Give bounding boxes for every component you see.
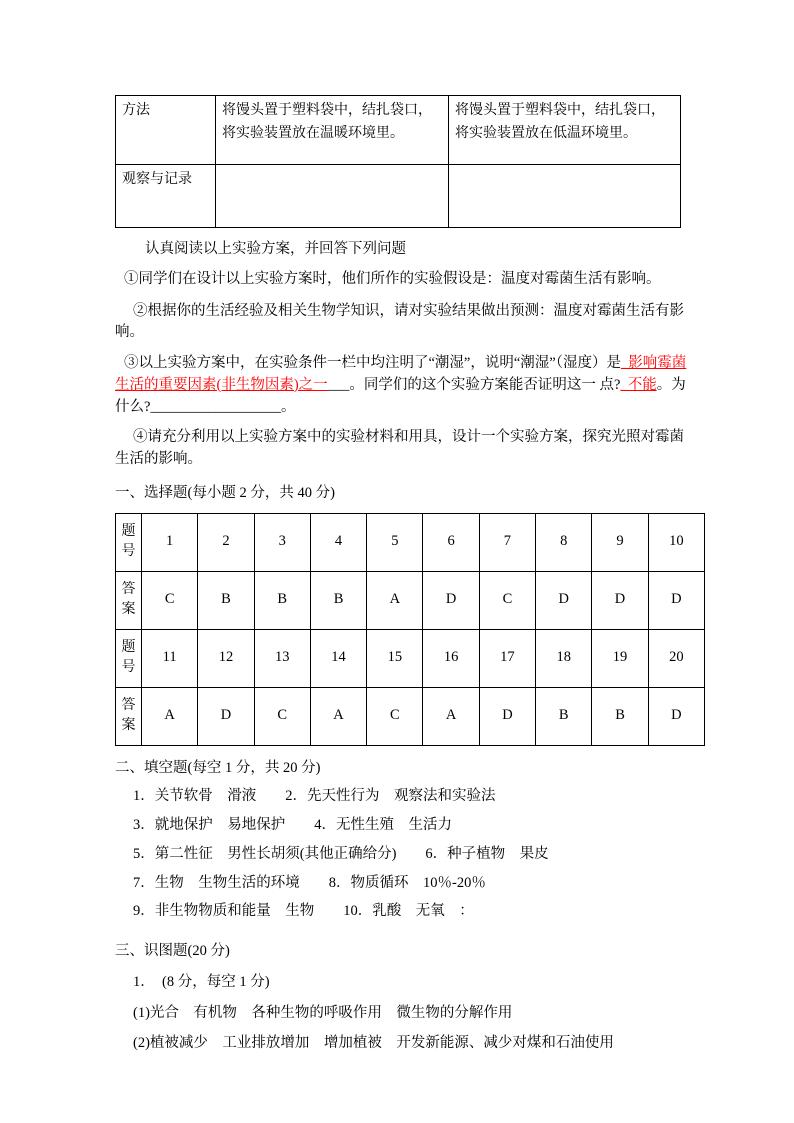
row-header-label: 答案 — [121, 581, 136, 617]
table-row-observation — [116, 165, 681, 228]
cell: 18 — [536, 629, 592, 687]
cell: D — [198, 687, 254, 745]
cell: 13 — [254, 629, 310, 687]
row-header — [116, 571, 142, 629]
cell: D — [423, 571, 479, 629]
cell: 1 — [142, 513, 198, 571]
cell: 12 — [198, 629, 254, 687]
diagram-answer-line: (2)植被减少 工业排放增加 增加植被 开发新能源、减少对煤和石油使用 — [133, 1035, 614, 1052]
row-header — [116, 513, 142, 571]
cell: C — [367, 687, 423, 745]
question-2: ②根据你的生活经验及相关生物学知识，请对实验结果做出预测：温度对霉菌生活有影响。 — [115, 302, 684, 341]
section-3-subtitle: 1． (8 分，每空 1 分) — [133, 973, 270, 990]
question-3-text-2: 。同学们的这个实验方案能否证明这一 点? — [349, 376, 621, 393]
fill-in-line: 1．关节软骨 滑液 2．先天性行为 观察法和实验法 — [133, 788, 496, 805]
question-4: ④请充分利用以上实验方案中的实验材料和用具，设计一个实验方案，探究光照对霉菌生活的影响。 — [115, 429, 684, 467]
row-header — [116, 687, 142, 745]
cell: B — [254, 571, 310, 629]
question-3-blank-2: __________________ — [150, 398, 281, 415]
cell: B — [310, 571, 366, 629]
question-3-answer-red: _影响霉菌生活的重要因素(非生物因素)之一 — [115, 355, 687, 393]
fill-in-line: 9．非生物物质和能量 生物 10．乳酸 无氧 ： — [133, 903, 474, 920]
cell: 4 — [310, 513, 366, 571]
cell: 9 — [592, 513, 648, 571]
cell: A — [423, 687, 479, 745]
cell: 19 — [592, 629, 648, 687]
cell: A — [367, 571, 423, 629]
intro-text: 认真阅读以上实验方案，并回答下列问题 — [145, 241, 406, 257]
row-header-label: 题号 — [121, 523, 136, 559]
diagram-answer-line: (1)光合 有机物 各种生物的呼吸作用 微生物的分解作用 — [133, 1004, 513, 1021]
cell: 15 — [367, 629, 423, 687]
cell: 10 — [648, 513, 704, 571]
cell: 8 — [536, 513, 592, 571]
cell: 2 — [198, 513, 254, 571]
row-header — [116, 629, 142, 687]
question-3-text-3: 。为什么? — [115, 376, 686, 415]
method-row-label: 方法 — [116, 96, 216, 165]
cell: B — [536, 687, 592, 745]
question-3 — [115, 353, 690, 418]
cell: D — [479, 687, 535, 745]
cell: 5 — [367, 513, 423, 571]
question-1: ①同学们在设计以上实验方案时，他们所作的实验假设是：温度对霉菌生活有影响。 — [124, 270, 661, 287]
cell: 16 — [423, 629, 479, 687]
cell: C — [479, 571, 535, 629]
cell: 20 — [648, 629, 704, 687]
cell: B — [198, 571, 254, 629]
method-warm-cell: 将馒头置于塑料袋中，结扎袋口，将实验装置放在温暖环境里。 — [216, 96, 449, 165]
observation-warm-cell — [216, 165, 449, 228]
cell: A — [310, 687, 366, 745]
fill-in-line: 5．第二性征 男性长胡须(其他正确给分) 6．种子植物 果皮 — [133, 845, 549, 862]
row-header-label: 题号 — [121, 639, 136, 675]
answer-table-row-answers-2 — [116, 687, 705, 745]
cell: 11 — [142, 629, 198, 687]
section-3-title: 三、识图题(20 分) — [115, 943, 230, 959]
cell: D — [648, 571, 704, 629]
answer-table-row-numbers-2 — [116, 629, 705, 687]
method-cold-cell: 将馒头置于塑料袋中，结扎袋口，将实验装置放在低温环境里。 — [449, 96, 681, 165]
cell: 7 — [479, 513, 535, 571]
section-2-title: 二、填空题(每空 1 分，共 20 分) — [115, 759, 321, 776]
cell: 6 — [423, 513, 479, 571]
cell: B — [592, 687, 648, 745]
cell: D — [648, 687, 704, 745]
question-3-text: ③以上实验方案中，在实验条件一栏中均注明了“潮湿”，说明“潮湿”（湿度）是 — [124, 355, 621, 371]
answer-table-row-answers-1 — [116, 571, 705, 629]
question-3-text-4: 。 — [280, 398, 296, 415]
cell: 17 — [479, 629, 535, 687]
row-header-label: 答案 — [121, 697, 136, 733]
experiment-table — [115, 95, 681, 228]
fill-in-line: 7．生物 生物生活的环境 8．物质循环 10％-20％ — [133, 874, 486, 891]
cell: 3 — [254, 513, 310, 571]
section-1-title: 一、选择题(每小题 2 分，共 40 分) — [115, 484, 335, 501]
observation-cold-cell — [449, 165, 681, 228]
question-3-blank: ___ — [327, 376, 350, 393]
cell: D — [536, 571, 592, 629]
cell: C — [142, 571, 198, 629]
question-3-answer-red-2: _不能 — [620, 376, 657, 393]
answer-table — [115, 513, 705, 746]
fill-in-line: 3．就地保护 易地保护 4．无性生殖 生活力 — [133, 817, 452, 833]
cell: C — [254, 687, 310, 745]
cell: A — [142, 687, 198, 745]
answer-table-row-numbers-1 — [116, 513, 705, 571]
observation-row-label: 观察与记录 — [116, 165, 216, 228]
table-row-method — [116, 96, 681, 165]
cell: 14 — [310, 629, 366, 687]
cell: D — [592, 571, 648, 629]
